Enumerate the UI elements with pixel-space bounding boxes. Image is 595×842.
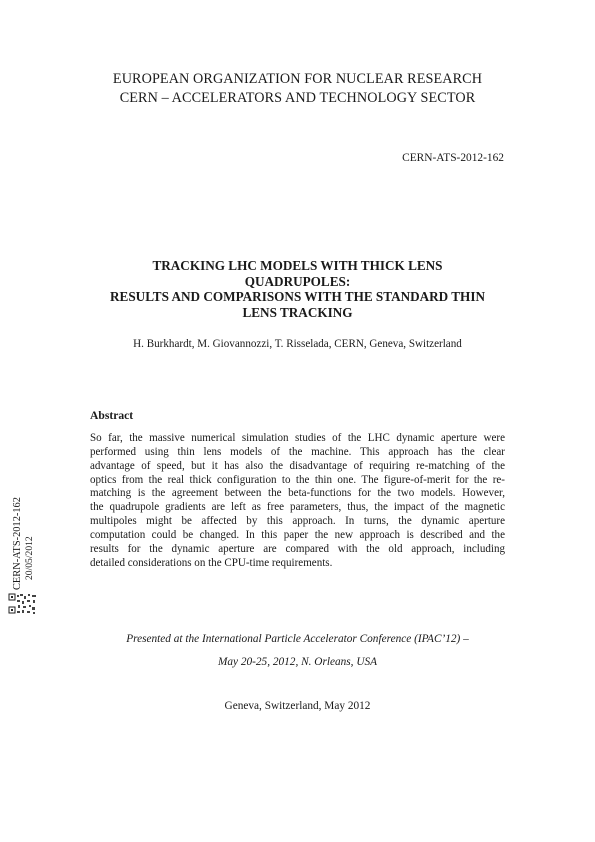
- title-line: LENS TRACKING: [242, 304, 353, 320]
- abstract-line: the quadrupole gradients are left as free parameters, thus, the impact of the magnetic: [90, 501, 505, 514]
- abstract-line: multipoles might be affected by this approach. In turns, the dynamic aperture: [90, 515, 505, 528]
- place-and-date: Geneva, Switzerland, May 2012: [224, 700, 371, 712]
- title-line: TRACKING LHC MODELS WITH THICK LENS: [152, 258, 443, 273]
- abstract-body: [90, 432, 505, 570]
- abstract-line: advantage of speed, but it has also the disadvantage of requiring re-matching of the: [90, 459, 505, 472]
- title-line: QUADRUPOLES:: [244, 273, 351, 289]
- report-number: CERN-ATS-2012-162: [402, 152, 504, 164]
- author-list: H. Burkhardt, M. Giovannozzi, T. Risselada, CERN, Geneva, Switzerland: [133, 338, 462, 350]
- paper-title: [60, 258, 535, 320]
- abstract-line: results for the dynamic aperture are compared with the old approach, including: [90, 542, 505, 555]
- sector-name: CERN – ACCELERATORS AND TECHNOLOGY SECTOR: [119, 89, 476, 106]
- abstract-line: So far, the massive numerical simulation studies of the LHC dynamic aperture were: [90, 432, 505, 444]
- abstract-heading: Abstract: [90, 409, 134, 422]
- abstract-line: matching is the agreement between the beta-functions for the two models. However,: [90, 487, 505, 500]
- conference-note: [0, 628, 595, 674]
- abstract-line: computation could be changed. In this paper the new approach is described and the: [90, 528, 505, 541]
- side-report-id: CERN-ATS-2012-162: [12, 497, 23, 590]
- organization-header: [0, 70, 595, 107]
- side-report-date: 20/05/2012: [24, 536, 35, 580]
- conference-name: Presented at the International Particle Accelerator Conference (IPAC’12) –: [126, 633, 469, 645]
- abstract-line: optics from the real thick configuration to the thin one. The figure-of-merit for the re-: [90, 473, 505, 486]
- abstract-line: performed using thin lens models of the machine. This approach has the clear: [90, 445, 505, 458]
- conference-dates: May 20-25, 2012, N. Orleans, USA: [217, 656, 378, 668]
- organization-name: EUROPEAN ORGANIZATION FOR NUCLEAR RESEARCH: [112, 71, 483, 87]
- cds-side-stamp: [8, 488, 42, 618]
- title-line: RESULTS AND COMPARISONS WITH THE STANDARD THIN: [110, 289, 485, 305]
- qr-code-icon: [8, 593, 38, 615]
- abstract-line: detailed considerations on the CPU-time requirements.: [90, 556, 333, 569]
